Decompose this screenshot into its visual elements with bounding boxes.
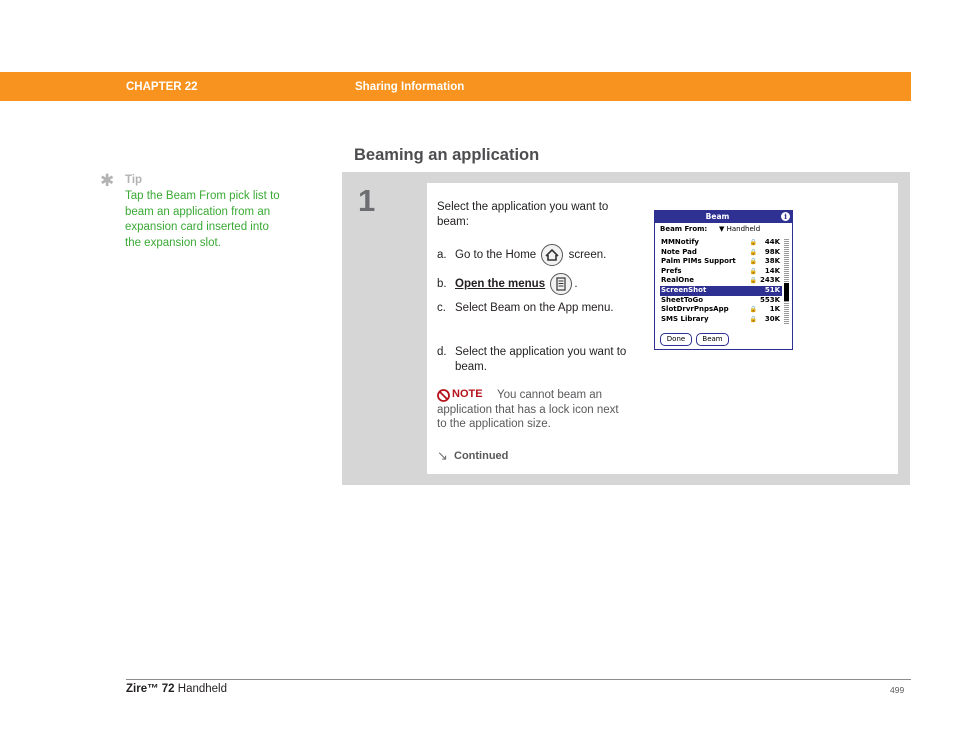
section-title: Sharing Information [355, 81, 465, 93]
footer-rule [126, 679, 911, 680]
app-size: 243K [759, 276, 780, 285]
lock-icon: 🔒 [749, 315, 757, 323]
substep-marker: c. [437, 302, 446, 314]
app-list-row [660, 267, 782, 277]
continued-label: Continued [454, 450, 509, 462]
app-name: SheetToGo [661, 295, 704, 304]
beam-button: Beam [696, 333, 729, 346]
note-text: You cannot beam an application that has a lock icon next to the application size. [437, 389, 619, 431]
app-size: 51K [764, 286, 780, 294]
note-label: NOTE [452, 388, 483, 400]
app-name: SMS Library [661, 314, 709, 323]
substep-marker: a. [437, 249, 447, 262]
app-size: 98K [764, 247, 780, 256]
step-intro: Select the application you want to beam: [437, 201, 609, 228]
palm-beam-screenshot [654, 210, 793, 350]
app-name: SlotDrvrPnpsApp [661, 305, 729, 314]
app-name: Note Pad [661, 247, 697, 256]
beam-from-picklist [719, 225, 760, 233]
app-list-row [660, 248, 782, 258]
tip-label: Tip [125, 174, 143, 186]
substep-d-text: Select the application you want to beam. [455, 346, 627, 373]
app-list-row [660, 296, 782, 306]
app-name: Palm PIMs Support [661, 257, 736, 266]
beam-from-value: Handheld [726, 225, 761, 233]
page-number: 499 [890, 685, 905, 695]
footer-product [126, 683, 227, 695]
substep-b-after: . [574, 278, 578, 291]
app-list-row [660, 257, 782, 267]
chevron-down-icon: ▼ [719, 225, 725, 233]
product-brand: Zire™ 72 [126, 683, 175, 695]
app-list-row [660, 286, 782, 296]
app-size: 30K [764, 314, 780, 323]
page-heading: Beaming an application [354, 146, 540, 164]
tip-text: Tap the Beam From pick list to beam an application from an expansion card inserted into the expansion slot. [125, 190, 280, 250]
app-size: 44K [764, 238, 780, 246]
palm-title: Beam [705, 212, 730, 221]
app-name: RealOne [661, 276, 694, 285]
app-name: ScreenShot [661, 286, 707, 294]
open-menus-link[interactable]: Open the menus [455, 278, 546, 291]
lock-icon: 🔒 [749, 267, 757, 275]
app-list-row [660, 315, 782, 325]
app-name: MMNotify [661, 238, 699, 246]
no-beam-icon [437, 389, 450, 402]
substep-marker: b. [437, 278, 447, 291]
home-icon[interactable] [541, 244, 563, 266]
substep-a-after: screen. [568, 249, 607, 262]
app-list-row [660, 305, 782, 315]
app-size: 38K [764, 257, 780, 266]
substep-a-text: Go to the Home [455, 249, 537, 262]
substep-c [437, 301, 637, 316]
substep-marker: d. [437, 346, 447, 358]
asterisk-icon: ✱ [100, 171, 115, 190]
app-size: 14K [764, 266, 780, 275]
done-button: Done [660, 333, 692, 346]
substep-d [437, 345, 637, 374]
app-name: Prefs [661, 266, 682, 275]
step-number: 1 [358, 183, 376, 218]
beam-from-label: Beam From: [660, 225, 708, 233]
substep-a [437, 244, 606, 266]
chapter-label: CHAPTER 22 [126, 81, 198, 93]
substep-b [437, 273, 578, 295]
lock-icon: 🔒 [749, 306, 757, 314]
menu-icon[interactable] [550, 273, 572, 295]
app-size: 553K [759, 295, 780, 304]
arrow-down-right-icon: ↘ [437, 448, 448, 463]
lock-icon: 🔒 [749, 277, 757, 285]
scrollbar-thumb [784, 283, 789, 301]
substep-c-text: Select Beam on the App menu. [455, 302, 614, 314]
app-size: 1K [769, 305, 780, 314]
lock-icon: 🔒 [749, 248, 757, 256]
app-list-row [660, 238, 782, 248]
lock-icon: 🔒 [749, 239, 757, 246]
lock-icon: 🔒 [749, 258, 757, 266]
info-icon: i [781, 212, 790, 221]
scrollbar [784, 239, 789, 325]
app-list-row [660, 276, 782, 286]
product-type: Handheld [174, 683, 228, 695]
